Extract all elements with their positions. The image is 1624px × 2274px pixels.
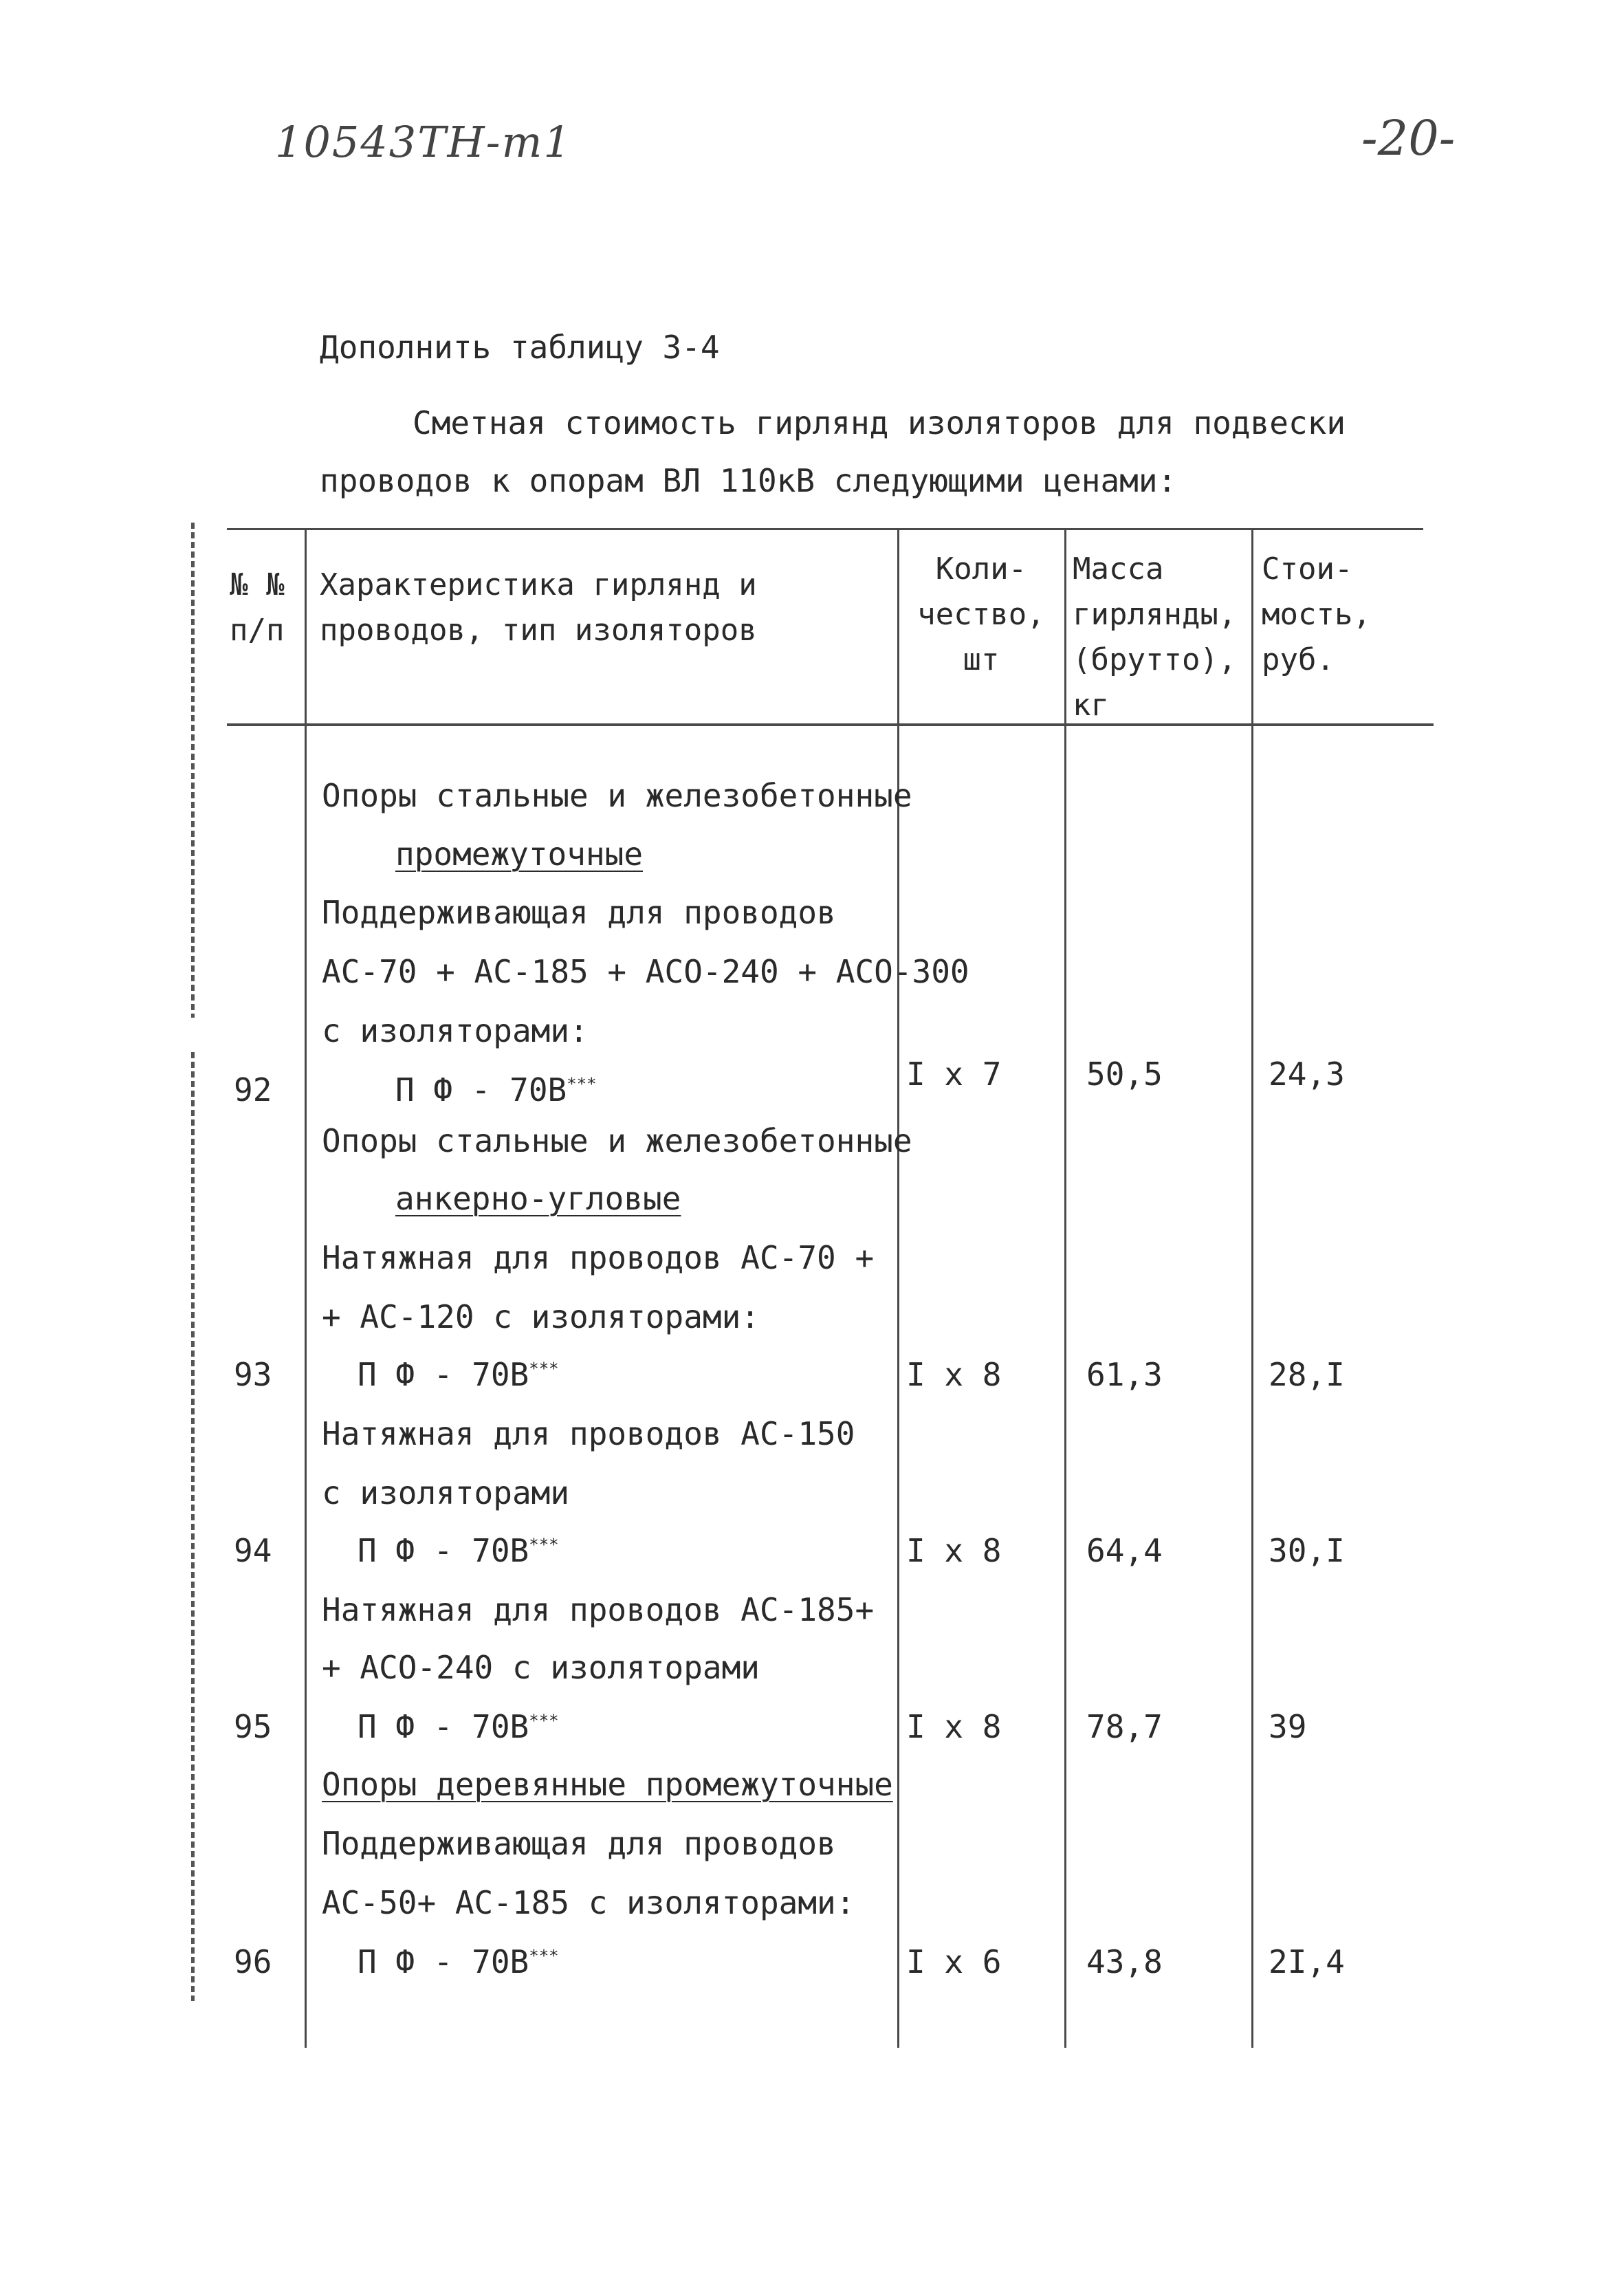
scan-edge-mark bbox=[191, 523, 195, 1018]
cost-cell: 30,I bbox=[1269, 1532, 1345, 1569]
intro-text: Дополнить таблицу 3-4 bbox=[320, 329, 720, 366]
row-description: с изоляторами bbox=[322, 1474, 570, 1511]
document-code: 10543ТН-т1 bbox=[275, 117, 572, 167]
cost-cell: 39 bbox=[1269, 1708, 1307, 1745]
header-cost: Стои- мость, руб. bbox=[1262, 551, 1371, 677]
cost-cell: 24,3 bbox=[1269, 1056, 1345, 1093]
row-number: 93 bbox=[234, 1356, 272, 1393]
header-description: Характеристика гирлянд и проводов, тип изоляторов bbox=[320, 567, 757, 648]
section-heading: Опоры стальные и железобетонные bbox=[322, 777, 912, 814]
cost-cell: 28,I bbox=[1269, 1356, 1345, 1393]
row-description: + АС-120 с изоляторами: bbox=[322, 1298, 760, 1335]
mass-cell: 50,5 bbox=[1086, 1056, 1163, 1093]
mass-cell: 64,4 bbox=[1086, 1532, 1163, 1569]
row-description: Натяжная для проводов АС-185+ bbox=[322, 1591, 875, 1628]
mass-cell: 61,3 bbox=[1086, 1356, 1163, 1393]
row-number: 92 bbox=[234, 1071, 272, 1108]
insulator-type: П Ф - 70В*** bbox=[358, 1943, 559, 1980]
column-divider bbox=[1251, 528, 1253, 2048]
mass-cell: 43,8 bbox=[1086, 1943, 1163, 1980]
quantity-cell: I x 8 bbox=[906, 1532, 1002, 1569]
row-description: АС-70 + АС-185 + АСО-240 + АСО-300 bbox=[322, 953, 969, 990]
header-number: № № п/п bbox=[230, 567, 285, 648]
scan-edge-mark bbox=[191, 1052, 195, 2001]
row-description: + АСО-240 с изоляторами bbox=[322, 1649, 760, 1686]
header-mass: Масса гирлянды, (брутто), кг bbox=[1073, 551, 1237, 723]
insulator-type: П Ф - 70В*** bbox=[358, 1356, 559, 1393]
table-title-line2: проводов к опорам ВЛ 110кВ следующими ценами: bbox=[320, 462, 1177, 499]
section-heading: Опоры стальные и железобетонные bbox=[322, 1122, 912, 1159]
column-divider bbox=[305, 528, 307, 2048]
quantity-cell: I x 7 bbox=[906, 1056, 1002, 1093]
row-description: Натяжная для проводов АС-70 + bbox=[322, 1239, 875, 1276]
insulator-type: П Ф - 70В*** bbox=[358, 1532, 559, 1569]
insulator-type: П Ф - 70В*** bbox=[395, 1071, 597, 1108]
column-divider bbox=[897, 528, 899, 2048]
quantity-cell: I x 8 bbox=[906, 1708, 1002, 1745]
cost-cell: 2I,4 bbox=[1269, 1943, 1345, 1980]
row-description: Натяжная для проводов АС-150 bbox=[322, 1415, 855, 1452]
table-title-line1: Сметная стоимость гирлянд изоляторов для подвески bbox=[413, 404, 1346, 441]
section-heading: Опоры деревянные промежуточные bbox=[322, 1766, 893, 1803]
table-top-border bbox=[227, 528, 1423, 530]
section-heading: анкерно-угловые bbox=[395, 1180, 681, 1217]
header-quantity: Коли- чество, шт bbox=[917, 551, 1045, 677]
row-number: 96 bbox=[234, 1943, 272, 1980]
page-number: -20- bbox=[1361, 110, 1456, 166]
row-description: Поддерживающая для проводов bbox=[322, 894, 836, 931]
insulator-type: П Ф - 70В*** bbox=[358, 1708, 559, 1745]
row-number: 94 bbox=[234, 1532, 272, 1569]
quantity-cell: I x 8 bbox=[906, 1356, 1002, 1393]
row-description: Поддерживающая для проводов bbox=[322, 1825, 836, 1862]
section-heading: промежуточные bbox=[395, 835, 644, 873]
row-number: 95 bbox=[234, 1708, 272, 1745]
column-divider bbox=[1064, 528, 1066, 2048]
row-description: АС-50+ АС-185 с изоляторами: bbox=[322, 1884, 855, 1921]
quantity-cell: I x 6 bbox=[906, 1943, 1002, 1980]
mass-cell: 78,7 bbox=[1086, 1708, 1163, 1745]
row-description: с изоляторами: bbox=[322, 1012, 589, 1049]
